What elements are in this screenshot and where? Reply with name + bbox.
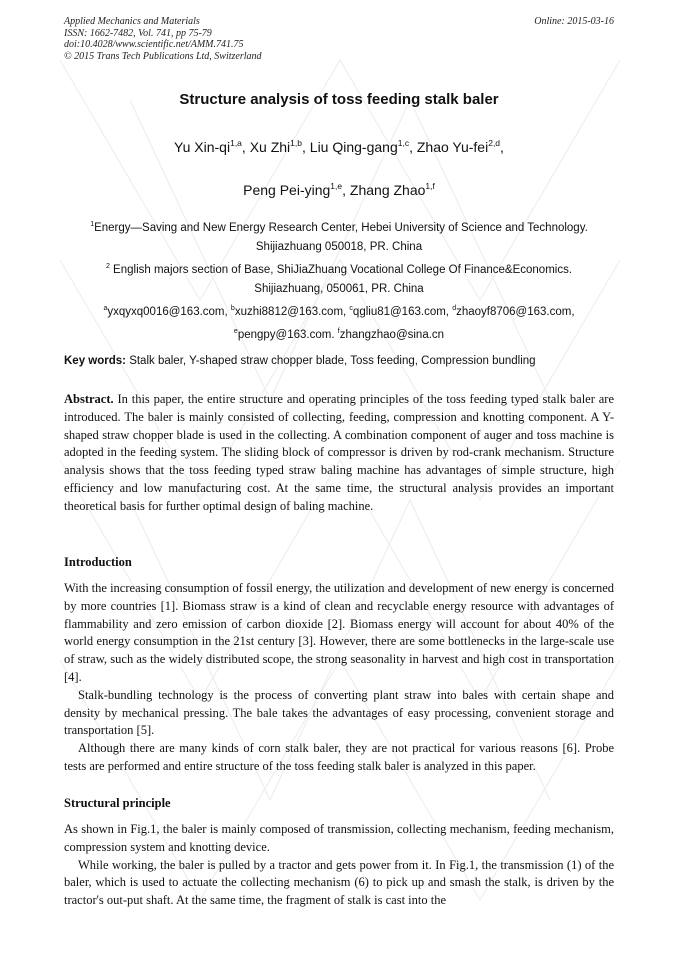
author-affil-mark: 1,b bbox=[290, 138, 302, 148]
online-date: Online: 2015-03-16 bbox=[534, 16, 614, 27]
paragraph: Stalk-bundling technology is the process of converting plant straw into bales with certain shape and density by mechanical pressing. The bale takes the advantages of easy processing, convenient storage and transportation [5]. bbox=[64, 687, 614, 738]
paragraph: Although there are many kinds of corn stalk baler, they are not practical for various reasons [6]. Probe tests are performed and entire structure of the toss feeding stalk baler is analyzed in this paper. bbox=[64, 741, 614, 773]
email-address: xuzhi8812@163.com, bbox=[234, 306, 350, 318]
copyright-line: © 2015 Trans Tech Publications Ltd, Switzerland bbox=[64, 50, 262, 62]
email-address: pengpy@163.com. bbox=[237, 329, 338, 341]
email-mark: d bbox=[452, 305, 457, 312]
email-address: zhaoyf8706@163.com, bbox=[456, 306, 575, 318]
section-heading-introduction: Introduction bbox=[64, 555, 132, 569]
keywords bbox=[64, 355, 614, 367]
paragraph: With the increasing consumption of fossil energy, the utilization and development of new energy is concerned by more countries [1]. Biomass straw is a kind of clean and recyclable energy resource with advantages of flammability and zero emission of carbon dioxide [2]. Biomass energy will account for about 40% of the world energy consumption in the 21st century [3]. However, there are some bottlenecks in the large-scale use of straw, such as the widely distributed scope, the strong seasonality in harvest and high cost in transportation [4]. bbox=[64, 581, 614, 684]
author-affil-mark: 1,c bbox=[397, 138, 410, 148]
author-separator: , bbox=[409, 139, 417, 155]
author-line-1 bbox=[64, 138, 614, 155]
author-name: Yu Xin-qi bbox=[174, 139, 231, 155]
author-name: Zhang Zhao bbox=[349, 182, 426, 198]
email-mark: b bbox=[230, 305, 235, 312]
affiliation-text: Energy—Saving and New Energy Research Center, Hebei University of Science and Technology. bbox=[94, 222, 588, 234]
author-separator: , bbox=[302, 139, 310, 155]
email-mark: f bbox=[337, 328, 340, 335]
author-separator: , bbox=[342, 182, 350, 198]
email-address: yxqyxq0016@163.com, bbox=[107, 306, 231, 318]
affiliation-address: Shijiazhuang 050018, PR. China bbox=[255, 241, 423, 253]
paragraph: As shown in Fig.1, the baler is mainly composed of transmission, collecting mechanism, feeding mechanism, compression system and knotting device. bbox=[64, 822, 614, 854]
affiliation-text: English majors section of Base, ShiJiaZhuang Vocational College Of Finance&Economics. bbox=[109, 264, 573, 276]
author-name: Peng Pei-ying bbox=[243, 182, 331, 198]
journal-header bbox=[64, 16, 614, 62]
journal-name: Applied Mechanics and Materials bbox=[64, 16, 200, 27]
abstract bbox=[64, 391, 614, 516]
introduction-body bbox=[64, 580, 614, 776]
email-mark: c bbox=[349, 305, 353, 312]
author-affil-mark: 1,e bbox=[330, 181, 343, 191]
author-affil-mark: 1,a bbox=[230, 138, 242, 148]
doi-line: doi:10.4028/www.scientific.net/AMM.741.75 bbox=[64, 39, 244, 50]
author-line-2 bbox=[64, 181, 614, 198]
author-name: Zhao Yu-fei bbox=[416, 139, 489, 155]
keywords-label: Key words: bbox=[64, 355, 126, 367]
keywords-text: Stalk baler, Y-shaped straw chopper blade, Toss feeding, Compression bundling bbox=[126, 355, 536, 367]
abstract-text: In this paper, the entire structure and operating principles of the toss feeding typed stalk baler are introduced. The baler is mainly consisted of collecting, feeding, compression and knotting component. A Y-shaped straw chopper blade is used in the collecting. A combination component of auger and toss machine is adopted in the feeding system. The sliding block of compressor is driven by rod-crank mechanism. Structure analysis shows that the toss feeding typed straw baling machine has advantages of simple structure, high efficiency and low manufacturing cost. At the same time, the structural analysis provides an important theoretical basis for further optimal design of baling machine. bbox=[64, 392, 614, 513]
abstract-label: Abstract. bbox=[64, 392, 114, 406]
author-emails bbox=[64, 299, 614, 345]
affiliation-address: Shijiazhuang, 050061, PR. China bbox=[254, 283, 424, 295]
structural-principle-body bbox=[64, 821, 614, 910]
paragraph: While working, the baler is pulled by a tractor and gets power from it. In Fig.1, the transmission (1) of the baler, which is used to actuate the collecting mechanism (6) to pick up and smash the stalk, is driven by the tractor's out-put shaft. At the same time, the fragment of stalk is cast into the bbox=[64, 857, 614, 908]
section-heading-structural-principle: Structural principle bbox=[64, 796, 171, 810]
author-name: Liu Qing-gang bbox=[309, 139, 398, 155]
email-address: qgliu81@163.com, bbox=[352, 306, 453, 318]
author-name: Xu Zhi bbox=[249, 139, 291, 155]
author-separator: , bbox=[500, 139, 504, 155]
email-mark: e bbox=[233, 328, 238, 335]
author-separator: , bbox=[241, 139, 250, 155]
email-mark: a bbox=[103, 305, 108, 312]
email-address: zhangzhao@sina.cn bbox=[339, 329, 445, 341]
paper-title: Structure analysis of toss feeding stalk baler bbox=[179, 91, 499, 108]
affiliation-1 bbox=[64, 215, 614, 257]
affiliation-mark: 1 bbox=[90, 221, 95, 228]
issn-line: ISSN: 1662-7482, Vol. 741, pp 75-79 bbox=[64, 27, 212, 39]
affiliation-2 bbox=[64, 257, 614, 299]
author-affil-mark: 1,f bbox=[425, 181, 435, 191]
affiliation-mark: 2 bbox=[105, 263, 110, 270]
author-affil-mark: 2,d bbox=[488, 138, 501, 148]
